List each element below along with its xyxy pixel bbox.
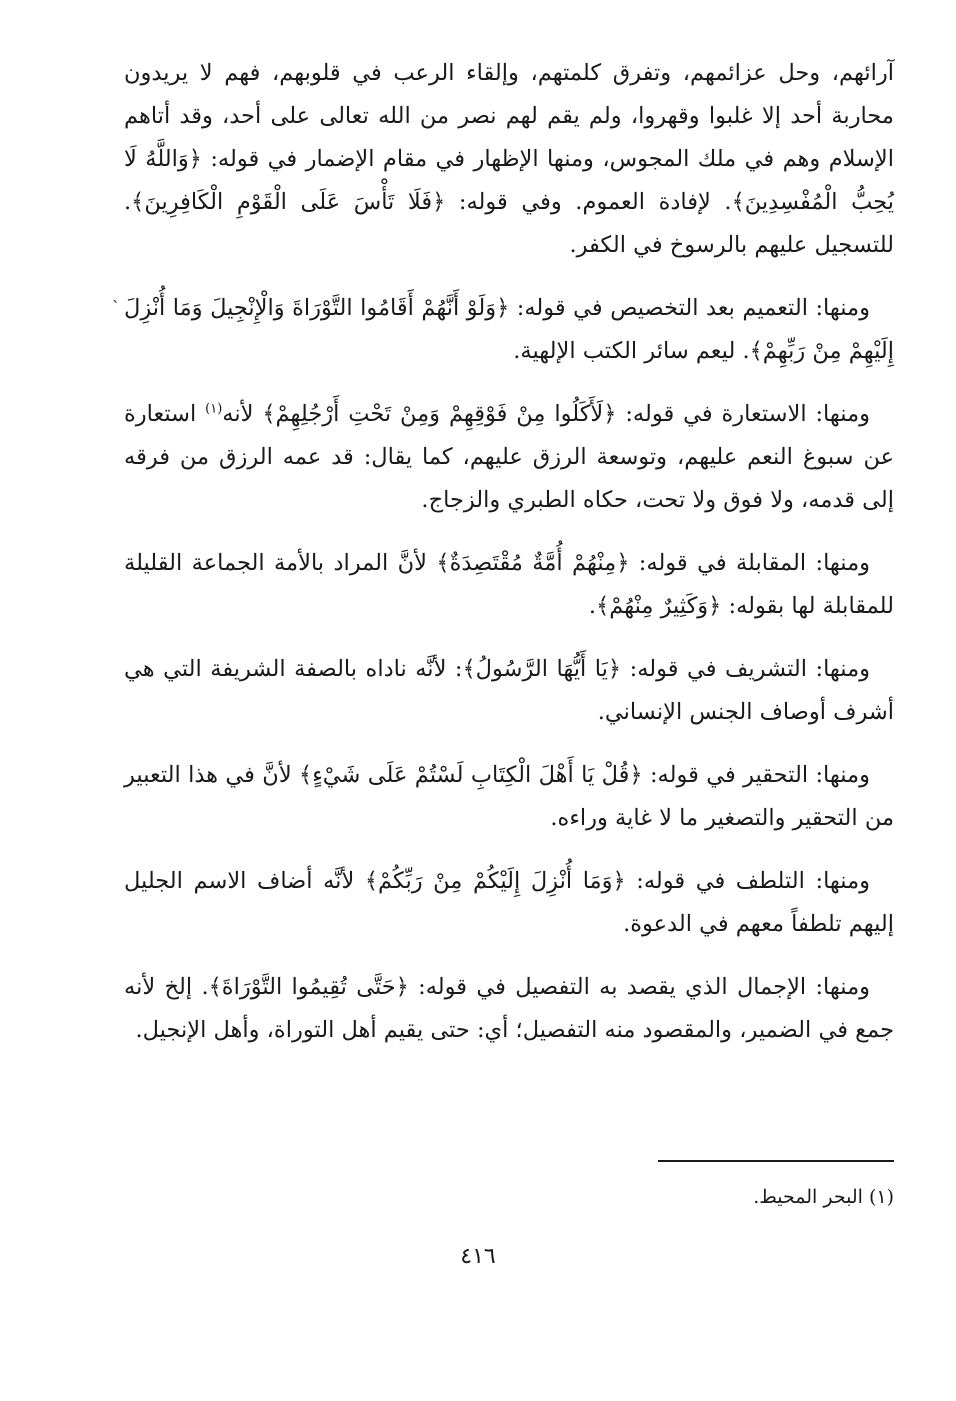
text-run: . إلخ لأنه جمع في الضمير، والمقصود منه التفصيل؛ أي: حتى يقيم أهل التوراة، وأهل الإنجيل. bbox=[124, 974, 894, 1043]
page-number: ٤١٦ bbox=[460, 1244, 496, 1269]
quran-quote: ﴿قُلْ يَا أَهْلَ الْكِتَابِ لَسْتُمْ عَلَى شَيْءٍ﴾ bbox=[299, 762, 643, 788]
quran-quote: ﴿مِنْهُمْ أُمَّةٌ مُقْتَصِدَةٌ﴾ bbox=[436, 550, 630, 576]
quran-quote: ﴿وَلَوْ أَنَّهُمْ أَقَامُوا التَّوْرَاةَ وَالْإِنْجِيلَ وَمَا أُنْزِلَ إِلَيْهِمْ مِنْ رَبِّهِمْ﴾ bbox=[124, 295, 894, 364]
quran-quote: ﴿لَأَكَلُوا مِنْ فَوْقِهِمْ وَمِنْ تَحْتِ أَرْجُلِهِمْ﴾ bbox=[262, 401, 617, 427]
margin-mark: ` bbox=[112, 298, 120, 317]
text-run: ومنها: المقابلة في قوله: bbox=[629, 550, 871, 576]
quran-quote: ﴿وَمَا أُنْزِلَ إِلَيْكُمْ مِنْ رَبِّكُمْ﴾ bbox=[364, 868, 626, 894]
quran-quote: ﴿حَتَّى تُقِيمُوا التَّوْرَاةَ﴾ bbox=[208, 974, 409, 1000]
paragraph bbox=[124, 393, 894, 522]
text-run: ومنها: التحقير في قوله: bbox=[642, 762, 870, 788]
text-run: . bbox=[588, 593, 597, 619]
quran-quote: ﴿فَلَا تَأْسَ عَلَى الْقَوْمِ الْكَافِرِينَ﴾ bbox=[131, 189, 446, 215]
text-run: استعارة عن سبوغ النعم عليهم، وتوسعة الرزق عليهم، كما يقال: قد عمه الرزق من فرقه إلى قدمه، ولا فوق ولا تحت، حكاه الطبري والزجاج. bbox=[124, 401, 894, 513]
text-run: لأنَّ في هذا التعبير من التحقير والتصغير ما لا غاية وراءه. bbox=[124, 762, 894, 831]
text-run: . لإفادة العموم. وفي قوله: bbox=[445, 189, 732, 215]
text-run: آرائهم، وحل عزائمهم، وتفرق كلمتهم، وإلقاء الرعب في قلوبهم، فهم لا يريدون محاربة أحد إلا غلبوا وقهروا، ولم يقم لهم نصر من الله تعالى على أحد، وقد أتاهم الإسلام وهم في ملك المجوس، ومنها الإظهار في مقام الإضمار في قوله: bbox=[124, 60, 894, 172]
paragraph bbox=[124, 52, 894, 267]
text-run: : لأنَّه ناداه بالصفة الشريفة التي هي أشرف أوصاف الجنس الإنساني. bbox=[124, 656, 894, 725]
text-run: ومنها: الإجمال الذي يقصد به التفصيل في قوله: bbox=[408, 974, 870, 1000]
paragraph bbox=[124, 542, 894, 628]
text-run: لأنَّ المراد بالأمة الجماعة القليلة للمقابلة لها بقوله: bbox=[124, 550, 894, 619]
text-run: ومنها: الاستعارة في قوله: bbox=[616, 401, 870, 427]
footnote-separator bbox=[658, 1160, 894, 1162]
paragraph bbox=[124, 860, 894, 946]
paragraph bbox=[124, 966, 894, 1052]
text-run: ومنها: التشريف في قوله: bbox=[621, 656, 871, 682]
text-run: ومنها: التلطف في قوله: bbox=[625, 868, 871, 894]
footnote: (١) البحر المحيط. bbox=[753, 1186, 894, 1208]
text-run: . للتسجيل عليهم بالرسوخ في الكفر. bbox=[124, 189, 894, 258]
text-run: ومنها: التعميم بعد التخصيص في قوله: bbox=[509, 295, 870, 321]
main-text bbox=[124, 52, 894, 1072]
text-run: . ليعم سائر الكتب الإلهية. bbox=[513, 338, 750, 364]
paragraph bbox=[124, 648, 894, 734]
footnote-marker: (١) bbox=[205, 401, 223, 417]
text-run: لأنه bbox=[222, 401, 263, 427]
text-run: لأنَّه أضاف الاسم الجليل إليهم تلطفاً معهم في الدعوة. bbox=[124, 868, 894, 937]
quran-quote: ﴿يَا أَيُّهَا الرَّسُولُ﴾ bbox=[462, 656, 622, 682]
paragraph bbox=[124, 287, 894, 373]
quran-quote: ﴿وَكَثِيرٌ مِنْهُمْ﴾ bbox=[596, 593, 722, 619]
paragraph bbox=[124, 754, 894, 840]
quran-quote: ﴿وَاللَّهُ لَا يُحِبُّ الْمُفْسِدِينَ﴾ bbox=[124, 146, 895, 215]
